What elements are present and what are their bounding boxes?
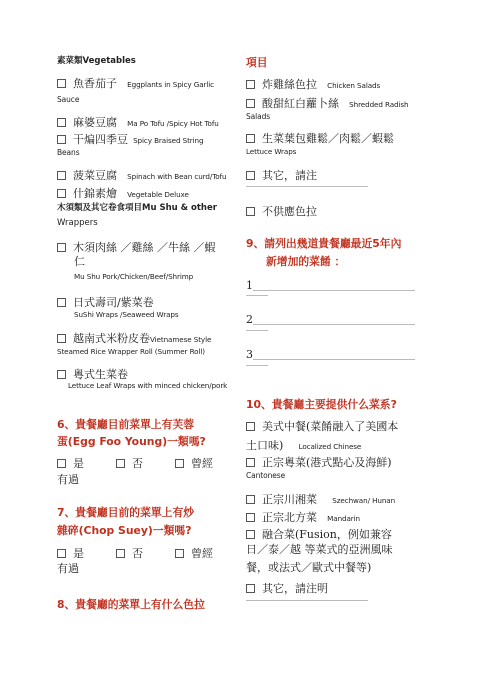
checkbox-no-salad[interactable] xyxy=(246,207,255,216)
checkbox-q7-yes[interactable] xyxy=(57,549,66,558)
list-item-salad3: 生菜葉包雞鬆／肉鬆／蝦鬆 xyxy=(246,127,394,146)
canton-en: Lettuce Leaf Wraps with minced chicken/pork xyxy=(68,381,228,390)
checkbox-veg4[interactable] xyxy=(57,171,66,180)
checkbox-cuisine5[interactable] xyxy=(246,530,255,539)
cuisine-other-input-line[interactable] xyxy=(246,600,368,601)
list-item-veg5: 什錦素燴 Vegetable Deluxe xyxy=(57,182,189,201)
checkbox-salad3[interactable] xyxy=(246,134,255,143)
viet-continuation: Steamed Rice Wrapper Roll (Summer Roll) xyxy=(57,347,205,356)
answer-1: 1 xyxy=(246,274,415,293)
salad3-en: Lettuce Wraps xyxy=(246,147,297,156)
checkbox-cuisine1[interactable] xyxy=(246,422,255,431)
veg3-continuation: Beans xyxy=(57,148,80,157)
list-item-cuisine2: 正宗粵菜(港式點心及海鮮) xyxy=(246,451,392,470)
list-item-canton: 粵式生菜卷 xyxy=(57,363,128,382)
question-6-line1: 6、貴餐廳目前菜單上有芙蓉 xyxy=(57,418,195,431)
list-item-sushi: 日式壽司/紫菜卷 xyxy=(57,291,154,310)
answer-1-line[interactable] xyxy=(253,290,415,291)
checkbox-salad2[interactable] xyxy=(246,99,255,108)
checkbox-veg1[interactable] xyxy=(57,79,66,88)
checkbox-cuisine2[interactable] xyxy=(246,458,255,467)
salad2-continuation: Salads xyxy=(246,112,271,121)
list-item-mushu: 木須肉絲 ／雞絲 ／牛絲 ／蝦 xyxy=(57,236,216,255)
checkbox-veg3[interactable] xyxy=(57,135,66,144)
list-item-cuisine1: 美式中餐(菜餚融入了美國本 xyxy=(246,415,398,434)
checkbox-q6-no[interactable] xyxy=(116,459,125,468)
question-6-options: 是 否 曾經 xyxy=(57,452,235,468)
sushi-en: SuShi Wraps /Seaweed Wraps xyxy=(74,310,179,319)
salad-items-title: 項目 xyxy=(246,56,268,69)
checkbox-mushu[interactable] xyxy=(57,243,66,252)
answer-2-line-cont[interactable] xyxy=(246,330,268,331)
checkbox-q6-yes[interactable] xyxy=(57,459,66,468)
list-item-other-salad: 其它，請注 xyxy=(246,164,317,183)
checkbox-q6-had[interactable] xyxy=(175,459,184,468)
list-item-salad1: 炸雞絲色拉 Chicken Salads xyxy=(246,73,380,92)
mushu-zh-continuation: 仁 xyxy=(74,255,85,268)
cuisine2-en: Cantonese xyxy=(246,471,286,480)
list-item-cuisine3: 正宗川湘菜 Szechwan/ Hunan xyxy=(246,488,395,507)
checkbox-cuisine4[interactable] xyxy=(246,513,255,522)
list-item-veg1: 魚香茄子 Eggplants in Spicy Garlic xyxy=(57,72,214,91)
checkbox-veg5[interactable] xyxy=(57,189,66,198)
question-8-line1: 8、貴餐廳的菜單上有什么色拉 xyxy=(57,598,205,611)
list-item-viet: 越南式米粉皮卷Vietnamese Style xyxy=(57,327,211,346)
checkbox-other-salad[interactable] xyxy=(246,171,255,180)
list-item-cuisine5: 融合菜(Fusion，例如兼容 xyxy=(246,523,392,542)
answer-2: 2 xyxy=(246,308,415,327)
list-item-cuisine4: 正宗北方菜 Mandarin xyxy=(246,506,360,525)
answer-3-line[interactable] xyxy=(253,359,415,360)
cuisine1-continuation: 土口味) Localized Chinese xyxy=(246,439,362,452)
list-item-salad2: 酸甜紅白蘿卜絲 Shredded Radish xyxy=(246,92,409,111)
list-item-no-salad: 不供應色拉 xyxy=(246,200,317,219)
question-6-had-continuation: 有過 xyxy=(57,473,79,486)
question-7-line2: 雜碎(Chop Suey)一類嗎? xyxy=(57,524,192,537)
answer-3: 3 xyxy=(246,343,415,362)
section-mushu-continuation: Wrappers xyxy=(57,218,98,228)
checkbox-cuisine-other[interactable] xyxy=(246,584,255,593)
section-mushu-title: 木須類及其它卷食項目Mu Shu & other xyxy=(57,203,217,213)
question-10-title: 10、貴餐廳主要提供什么菜系? xyxy=(246,398,397,411)
list-item-veg2: 麻婆豆腐 Ma Po Tofu /Spicy Hot Tofu xyxy=(57,111,219,130)
section-vegetables-title: 素菜類Vegetables xyxy=(57,56,136,66)
answer-3-line-cont[interactable] xyxy=(246,365,268,366)
checkbox-sushi[interactable] xyxy=(57,298,66,307)
checkbox-q7-no[interactable] xyxy=(116,549,125,558)
checkbox-viet[interactable] xyxy=(57,334,66,343)
question-9-line2: 新增加的菜餚 ： xyxy=(266,255,346,268)
other-salad-input-line[interactable] xyxy=(246,186,368,187)
checkbox-veg2[interactable] xyxy=(57,118,66,127)
cuisine5-continuation-2: 餐，或法式／歐式中餐等) xyxy=(246,561,372,574)
list-item-cuisine-other: 其它，請注明 xyxy=(246,577,328,596)
veg1-continuation: Sauce xyxy=(57,95,80,104)
checkbox-q7-had[interactable] xyxy=(175,549,184,558)
checkbox-canton[interactable] xyxy=(57,370,66,379)
question-7-line1: 7、貴餐廳目前的菜單上有炒 xyxy=(57,506,195,519)
list-item-veg3: 干煸四季豆 Spicy Braised String xyxy=(57,128,203,147)
question-6-line2: 蛋(Egg Foo Young)一類嗎? xyxy=(57,435,206,448)
list-item-veg4: 菠菜豆腐 Spinach with Bean curd/Tofu xyxy=(57,164,226,183)
answer-1-line-cont[interactable] xyxy=(246,295,268,296)
mushu-en: Mu Shu Pork/Chicken/Beef/Shrimp xyxy=(74,272,194,281)
checkbox-salad1[interactable] xyxy=(246,80,255,89)
question-7-options: 是 否 曾經 xyxy=(57,542,235,558)
question-7-had-continuation: 有過 xyxy=(57,562,79,575)
answer-2-line[interactable] xyxy=(253,324,415,325)
checkbox-cuisine3[interactable] xyxy=(246,495,255,504)
cuisine5-continuation-1: 日／泰／越 等菜式的亞洲風味 xyxy=(246,543,393,556)
question-9-line1: 9、請列出幾道貴餐廳最近5年內 xyxy=(246,237,402,250)
